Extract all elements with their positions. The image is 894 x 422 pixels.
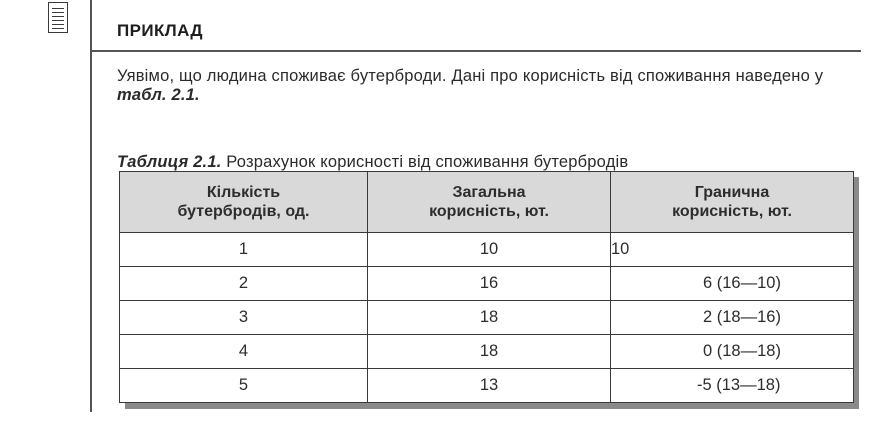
heading-underline-rule (91, 50, 861, 52)
left-margin-rule (90, 0, 92, 412)
header-line: корисність, ют. (672, 203, 792, 220)
cell-marginal-utility: 10 (611, 233, 854, 267)
header-line: Кількість (206, 184, 281, 201)
header-line: корисність, ют. (429, 203, 549, 220)
cell-total-utility: 18 (368, 301, 611, 335)
example-heading: ПРИКЛАД (117, 21, 203, 40)
cell-total-utility: 13 (368, 369, 611, 403)
cell-total-utility: 16 (368, 267, 611, 301)
header-line: Загальна (452, 184, 526, 201)
table-header-row (120, 172, 854, 233)
utility-table (119, 171, 854, 403)
cell-marginal-utility: 2 (18—16) (611, 301, 854, 335)
cell-quantity: 3 (120, 301, 368, 335)
header-quantity (120, 172, 368, 233)
cell-total-utility: 18 (368, 335, 611, 369)
table-row (120, 233, 854, 267)
header-marginal-utility (611, 172, 854, 233)
paragraph-text: Уявімо, що людина споживає бутерброди. Дані про корисність від споживання наведено у (117, 67, 824, 85)
cell-quantity: 2 (120, 267, 368, 301)
cell-quantity: 4 (120, 335, 368, 369)
table-row (120, 267, 854, 301)
cell-quantity: 5 (120, 369, 368, 403)
table-caption-text: Розрахунок корисності від споживання бутербродів (221, 153, 629, 171)
table-reference: табл. 2.1. (117, 86, 200, 104)
table-caption (117, 153, 628, 172)
header-line: бутербродів, од. (177, 203, 310, 220)
utility-table-container (119, 171, 853, 403)
header-total-utility (368, 172, 611, 233)
table-caption-label: Таблиця 2.1. (117, 153, 222, 171)
table-row (120, 301, 854, 335)
table-row (120, 369, 854, 403)
cell-marginal-utility: 6 (16—10) (611, 267, 854, 301)
cell-marginal-utility: 0 (18—18) (611, 335, 854, 369)
cell-marginal-utility: -5 (13—18) (611, 369, 854, 403)
document-icon (48, 2, 68, 33)
cell-quantity: 1 (120, 233, 368, 267)
table-row (120, 335, 854, 369)
example-paragraph (117, 67, 867, 105)
cell-total-utility: 10 (368, 233, 611, 267)
header-line: Гранична (694, 184, 770, 201)
